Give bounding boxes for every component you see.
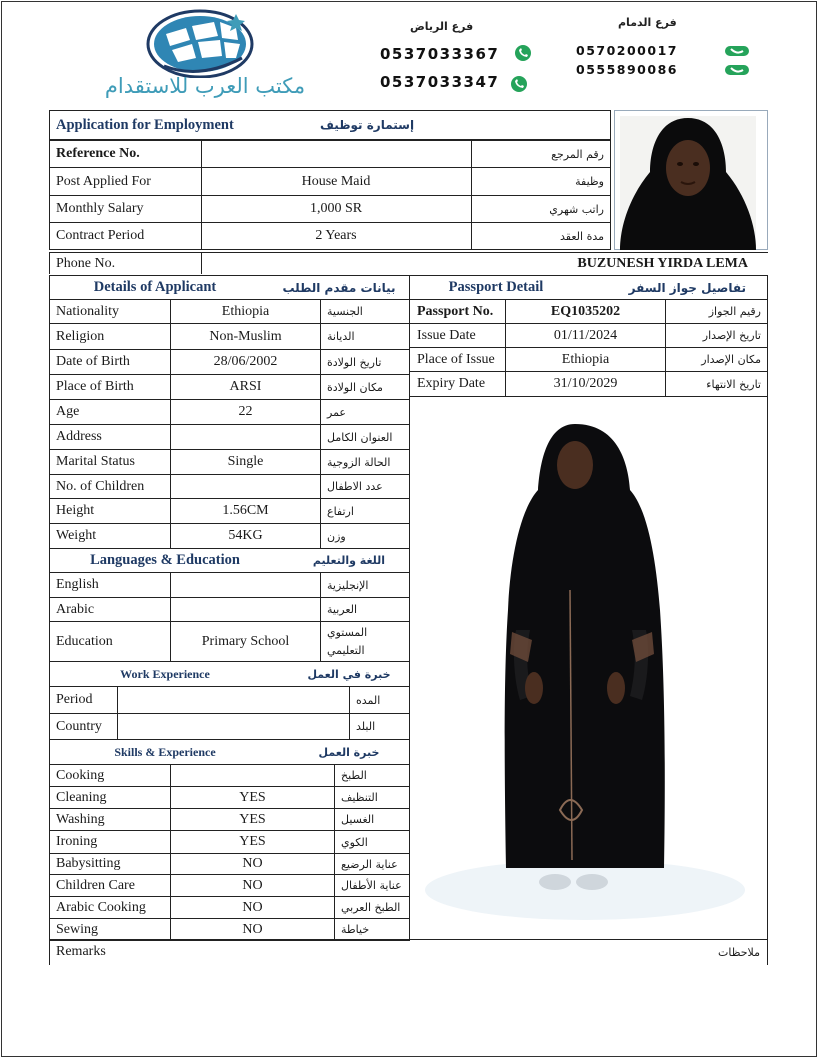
skill-5-label-ar: عناية الأطفال [341, 879, 402, 892]
skill-7-label: Sewing [56, 921, 98, 937]
skill-1-label-ar: التنظيف [341, 791, 378, 804]
skill-3-label: Ironing [56, 834, 98, 849]
applicant-name: BUZUNESH YIRDA LEMA [577, 255, 748, 271]
detail-9-label-ar: وزن [327, 529, 346, 543]
arabic-label: Arabic [56, 601, 95, 617]
skill-2-value: YES [239, 811, 266, 827]
skill-2-label-ar: الغسيل [341, 813, 375, 826]
place-of-issue-label-ar: مكان الإصدار [701, 353, 761, 366]
salary-label-ar: راتب شهري [549, 202, 604, 216]
detail-2-value: 28/06/2002 [213, 354, 278, 369]
detail-8-value: 1.56CM [222, 503, 269, 518]
passport-title-en: Passport Detail [448, 279, 544, 295]
skill-3-value: YES [239, 834, 266, 849]
detail-9-label: Weight [56, 528, 97, 543]
post-value: House Maid [301, 173, 371, 189]
reference-label-ar: رقم المرجع [551, 147, 604, 161]
detail-0-value: Ethiopia [221, 303, 270, 319]
detail-8-label-ar: ارتفاع [327, 504, 354, 518]
contract-label: Contract Period [56, 228, 145, 243]
skill-0-value [171, 765, 334, 786]
riyadh-phone-1[interactable]: 0537033367 [380, 45, 500, 63]
details-title-ar: بيانات مقدم الطلب [282, 280, 396, 295]
skill-5-value: NO [242, 877, 263, 893]
work-period-value [118, 687, 349, 713]
full-body-photo [420, 410, 745, 922]
application-title-ar: إستمارة توظيف [320, 118, 415, 132]
skill-3-label-ar: الكوي [341, 835, 368, 849]
skill-6-label-ar: الطبخ العربي [341, 901, 401, 914]
issue-date-value: 01/11/2024 [553, 327, 618, 343]
globe-logo-icon [144, 8, 256, 78]
post-label-ar: وظيفة [575, 175, 604, 188]
detail-1-value: Non-Muslim [209, 328, 282, 344]
detail-7-label: No. of Children [56, 478, 145, 494]
arabic-label-ar: العربية [327, 603, 358, 616]
detail-6-value: Single [227, 454, 264, 469]
detail-8-label: Height [56, 503, 95, 518]
passport-no-label-ar: رقيم الجواز [708, 305, 761, 318]
skill-1-label: Cleaning [56, 789, 107, 805]
remarks-label: Remarks [56, 944, 106, 959]
work-country-label-ar: البلد [356, 720, 376, 733]
detail-7-value [171, 475, 320, 498]
work-period-label: Period [56, 692, 93, 707]
detail-9-value: 54KG [228, 528, 263, 543]
education-label-ar-1: المستوي [327, 625, 368, 639]
salary-value: 1,000 SR [309, 201, 363, 216]
contract-label-ar: مدة العقد [560, 229, 604, 243]
post-label: Post Applied For [56, 173, 151, 189]
detail-5-label-ar: العنوان الكامل [327, 430, 393, 444]
reference-value [202, 141, 470, 167]
detail-2-label: Date of Birth [56, 354, 130, 369]
work-country-value [118, 714, 349, 739]
issue-date-label: Issue Date [417, 327, 476, 343]
expiry-date-value: 31/10/2029 [553, 376, 618, 391]
dammam-phone-2[interactable]: 0555890086 [576, 62, 678, 77]
detail-0-label-ar: الجنسية [327, 305, 363, 318]
skill-6-value: NO [242, 899, 263, 915]
english-label: English [56, 577, 99, 592]
work-title-ar: خبرة في العمل [307, 667, 391, 681]
place-of-issue-value: Ethiopia [561, 351, 610, 367]
detail-6-label-ar: الحالة الزوجية [327, 455, 391, 469]
detail-6-label: Marital Status [56, 454, 135, 469]
expiry-date-label: Expiry Date [417, 376, 486, 391]
passport-no-label: Passport No. [417, 303, 494, 319]
english-label-ar: الإنجليزية [327, 578, 369, 592]
skill-2-label: Washing [56, 811, 105, 827]
dammam-branch-label: فرع الدمام [618, 16, 677, 29]
contract-value: 2 Years [315, 228, 357, 243]
detail-4-label: Age [56, 404, 80, 419]
detail-5-label: Address [56, 429, 102, 444]
detail-4-label-ar: عمر [327, 405, 346, 419]
logo-text: مكتب العرب للاستقدام [104, 74, 306, 98]
skill-1-value: YES [239, 789, 266, 805]
phone-icon [724, 61, 750, 79]
skill-4-label-ar: عناية الرضيع [341, 857, 398, 871]
education-value: Primary School [201, 633, 290, 649]
work-title-en: Work Experience [120, 666, 210, 681]
detail-5-value [171, 425, 320, 449]
detail-1-label: Religion [56, 328, 105, 344]
skill-6-label: Arabic Cooking [56, 899, 146, 915]
skill-7-value: NO [242, 921, 263, 937]
education-label: Education [56, 633, 113, 649]
details-title-en: Details of Applicant [93, 279, 217, 295]
languages-title-ar: اللغة والتعليم [312, 554, 386, 567]
work-country-label: Country [56, 718, 102, 734]
skill-7-label-ar: خياطة [341, 923, 370, 936]
phone-label: Phone No. [56, 255, 116, 271]
detail-0-label: Nationality [56, 303, 119, 319]
place-of-issue-label: Place of Issue [417, 351, 495, 367]
whatsapp-icon [512, 44, 534, 62]
application-title-en: Application for Employment [56, 116, 234, 133]
english-value [171, 573, 320, 597]
salary-label: Monthly Salary [56, 201, 144, 216]
dammam-phone-1[interactable]: 0570200017 [576, 43, 678, 58]
education-label-ar-2: التعليمي [327, 643, 365, 657]
arabic-value [171, 598, 320, 621]
whatsapp-icon [508, 75, 530, 93]
skill-0-label-ar: الطبخ [341, 769, 367, 782]
remarks-label-ar: ملاحظات [718, 945, 760, 959]
skills-title-ar: خبرة العمل [318, 745, 380, 759]
skill-4-value: NO [242, 856, 263, 871]
skill-4-label: Babysitting [56, 856, 121, 871]
passport-title-ar: تفاصيل جواز السفر [628, 280, 746, 295]
detail-2-label-ar: تاريخ الولادة [327, 355, 382, 369]
skill-0-label: Cooking [56, 767, 105, 783]
reference-label: Reference No. [56, 146, 140, 161]
work-period-label-ar: المده [356, 693, 381, 707]
detail-3-label-ar: مكان الولادة [327, 380, 383, 394]
detail-4-value: 22 [238, 404, 253, 419]
skills-title-en: Skills & Experience [114, 744, 216, 759]
portrait-photo [620, 116, 756, 250]
detail-3-value: ARSI [229, 379, 262, 394]
phone-icon [724, 42, 750, 60]
languages-title-en: Languages & Education [90, 552, 240, 568]
issue-date-label-ar: تاريخ الإصدار [702, 329, 761, 342]
passport-no-value: EQ1035202 [550, 303, 621, 319]
skill-5-label: Children Care [56, 877, 135, 893]
riyadh-phone-2[interactable]: 0537033347 [380, 73, 500, 91]
riyadh-branch-label: فرع الرياض [410, 20, 474, 33]
expiry-date-label-ar: تاريخ الانتهاء [706, 377, 761, 391]
detail-1-label-ar: الديانة [327, 330, 355, 343]
detail-3-label: Place of Birth [56, 379, 134, 394]
detail-7-label-ar: عدد الاطفال [327, 480, 383, 493]
